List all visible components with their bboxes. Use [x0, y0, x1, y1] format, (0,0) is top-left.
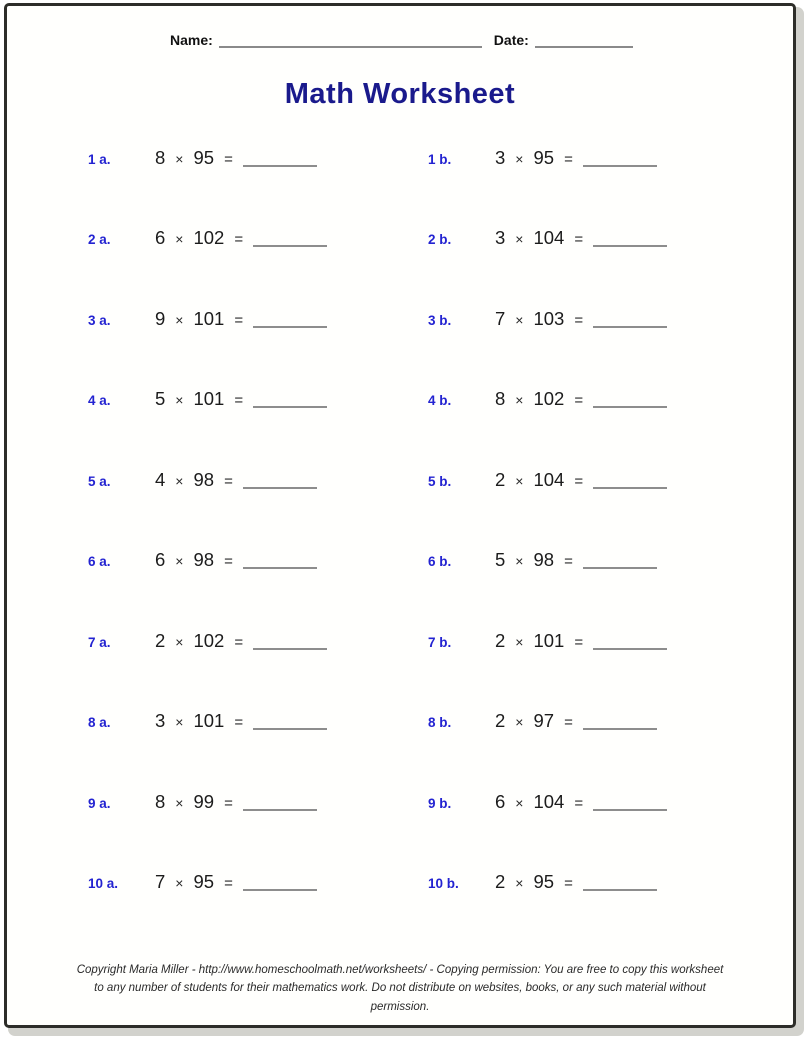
equals-sign: = [224, 794, 233, 812]
factor-2: 101 [193, 388, 225, 410]
multiply-icon: × [175, 553, 184, 570]
factor-2: 98 [193, 468, 215, 490]
answer-blank[interactable] [253, 245, 327, 247]
problem-9a [88, 791, 428, 871]
problem-label: 7 b. [428, 634, 452, 650]
answer-blank[interactable] [243, 567, 317, 569]
factor-1: 9 [155, 307, 166, 329]
multiply-icon: × [175, 151, 184, 167]
problem-label: 6 a. [88, 554, 111, 570]
multiply-icon: × [175, 633, 184, 650]
problem-expression [495, 227, 667, 249]
factor-2: 103 [533, 307, 565, 329]
factor-1: 3 [155, 710, 166, 732]
copyright-footer [7, 961, 793, 1016]
problem-label: 1 a. [88, 152, 111, 167]
multiply-icon: × [515, 553, 524, 570]
answer-blank[interactable] [583, 889, 657, 891]
equals-sign: = [574, 794, 584, 812]
factor-1: 4 [155, 468, 166, 490]
factor-2: 104 [533, 227, 565, 249]
multiply-icon: × [515, 633, 524, 650]
factor-1: 2 [495, 870, 506, 892]
problem-label: 5 b. [428, 473, 452, 489]
equals-sign: = [564, 553, 573, 571]
problems-grid [88, 147, 771, 951]
problem-expression [155, 308, 327, 330]
name-blank-line[interactable] [219, 46, 482, 48]
equals-sign: = [224, 553, 233, 571]
problem-1b [428, 147, 771, 227]
equals-sign: = [224, 874, 233, 892]
equals-sign: = [234, 311, 244, 329]
answer-blank[interactable] [243, 487, 317, 489]
equals-sign: = [574, 231, 584, 249]
problem-3a [88, 308, 428, 388]
problem-expression [495, 147, 657, 169]
answer-blank[interactable] [593, 245, 667, 247]
equals-sign: = [564, 874, 573, 892]
factor-2: 95 [193, 147, 215, 168]
multiply-icon: × [175, 794, 184, 811]
factor-1: 2 [495, 710, 506, 732]
problem-7b [428, 630, 771, 710]
answer-blank[interactable] [253, 406, 327, 408]
problem-7a [88, 630, 428, 710]
problem-expression [495, 549, 657, 571]
problem-label: 3 b. [428, 312, 452, 328]
equals-sign: = [574, 472, 584, 490]
multiply-icon: × [175, 231, 184, 248]
worksheet-page [4, 3, 796, 1028]
problem-9b [428, 791, 771, 871]
multiply-icon: × [515, 231, 524, 248]
problem-label: 10 b. [428, 875, 459, 891]
problem-expression [495, 630, 667, 652]
problem-label: 7 a. [88, 634, 111, 650]
problem-expression [155, 469, 317, 491]
problem-label: 9 a. [88, 795, 111, 811]
factor-1: 7 [155, 870, 166, 892]
problem-5a [88, 469, 428, 549]
problem-label: 8 a. [88, 715, 111, 731]
answer-blank[interactable] [593, 406, 667, 408]
answer-blank[interactable] [253, 648, 327, 650]
problem-6a [88, 549, 428, 629]
factor-1: 2 [495, 468, 506, 490]
problem-expression [155, 871, 317, 893]
factor-1: 2 [155, 629, 166, 651]
equals-sign: = [234, 714, 244, 732]
equals-sign: = [234, 392, 244, 410]
answer-blank[interactable] [243, 165, 317, 167]
page-title: Math Worksheet [284, 78, 516, 110]
problem-5b [428, 469, 771, 549]
factor-1: 6 [495, 790, 506, 812]
multiply-icon: × [175, 874, 184, 891]
factor-1: 8 [495, 388, 506, 410]
problem-4a [88, 388, 428, 468]
problem-label: 6 b. [428, 554, 452, 570]
multiply-icon: × [515, 392, 524, 409]
name-label: Name: [170, 32, 213, 48]
problem-8a [88, 710, 428, 790]
problem-label: 4 b. [428, 393, 452, 409]
problem-expression [495, 710, 657, 732]
multiply-icon: × [515, 874, 524, 891]
name-date-row [170, 32, 633, 48]
equals-sign: = [574, 311, 584, 329]
problem-label: 2 b. [428, 232, 452, 248]
factor-2: 95 [533, 147, 555, 168]
factor-2: 101 [533, 629, 565, 651]
problem-label: 2 a. [88, 232, 111, 248]
equals-sign: = [234, 633, 244, 651]
factor-1: 3 [495, 147, 506, 168]
answer-blank[interactable] [253, 728, 327, 730]
answer-blank[interactable] [593, 648, 667, 650]
factor-2: 104 [533, 468, 565, 490]
equals-sign: = [564, 151, 573, 168]
equals-sign: = [564, 714, 573, 732]
equals-sign: = [224, 472, 233, 490]
factor-2: 95 [193, 870, 215, 892]
multiply-icon: × [175, 714, 184, 731]
problem-expression [155, 227, 327, 249]
problem-label: 3 a. [88, 312, 111, 328]
problem-2b [428, 227, 771, 307]
problem-label: 8 b. [428, 715, 452, 731]
factor-2: 98 [193, 549, 215, 571]
problem-expression [155, 388, 327, 410]
factor-2: 102 [193, 227, 225, 249]
answer-blank[interactable] [583, 165, 657, 167]
date-label: Date: [493, 32, 529, 48]
multiply-icon: × [515, 151, 524, 167]
factor-2: 97 [533, 710, 555, 732]
answer-blank[interactable] [583, 728, 657, 730]
factor-2: 102 [533, 388, 565, 410]
problem-expression [495, 871, 657, 893]
answer-blank[interactable] [593, 326, 667, 328]
factor-2: 101 [193, 307, 225, 329]
problem-label: 4 a. [88, 393, 111, 409]
multiply-icon: × [175, 472, 184, 489]
multiply-icon: × [515, 311, 524, 328]
answer-blank[interactable] [243, 889, 317, 891]
factor-1: 8 [155, 790, 166, 812]
factor-1: 6 [155, 227, 166, 249]
equals-sign: = [224, 151, 233, 168]
factor-2: 99 [193, 790, 215, 812]
problem-label: 10 a. [88, 875, 119, 891]
factor-1: 8 [155, 147, 166, 168]
factor-1: 6 [155, 549, 166, 571]
equals-sign: = [574, 633, 584, 651]
answer-blank[interactable] [593, 809, 667, 811]
problem-3b [428, 308, 771, 388]
factor-2: 104 [533, 790, 565, 812]
problem-2a [88, 227, 428, 307]
factor-1: 2 [495, 629, 506, 651]
answer-blank[interactable] [593, 487, 667, 489]
multiply-icon: × [515, 714, 524, 731]
factor-1: 5 [155, 388, 166, 410]
date-blank-line[interactable] [535, 46, 633, 48]
factor-2: 98 [533, 549, 555, 571]
problem-expression [495, 308, 667, 330]
answer-blank[interactable] [253, 326, 327, 328]
problem-10a [88, 871, 428, 951]
problem-label: 1 b. [428, 152, 452, 167]
multiply-icon: × [175, 392, 184, 409]
problem-expression [155, 549, 317, 571]
problem-6b [428, 549, 771, 629]
problem-1a [88, 147, 428, 227]
multiply-icon: × [175, 311, 184, 328]
problem-expression [495, 791, 667, 813]
problem-expression [155, 630, 327, 652]
problem-label: 9 b. [428, 795, 452, 811]
problem-expression [495, 388, 667, 410]
factor-1: 7 [495, 307, 506, 329]
factor-2: 102 [193, 629, 225, 651]
problem-10b [428, 871, 771, 951]
factor-2: 95 [533, 870, 555, 892]
problem-4b [428, 388, 771, 468]
factor-2: 101 [193, 710, 225, 732]
equals-sign: = [574, 392, 584, 410]
problem-expression [495, 469, 667, 491]
factor-1: 5 [495, 549, 506, 571]
problem-8b [428, 710, 771, 790]
answer-blank[interactable] [583, 567, 657, 569]
answer-blank[interactable] [243, 809, 317, 811]
multiply-icon: × [515, 794, 524, 811]
problem-expression [155, 791, 317, 813]
problem-expression [155, 147, 317, 169]
factor-1: 3 [495, 227, 506, 249]
copyright-text: Copyright Maria Miller - http://www.homeschoolmath.net/worksheets/ - Copying permission: You are free to copy this worksheet to any number of students for their mathematics work. Do not distribute on websites, books, or any such material without permission. [76, 963, 724, 1013]
problem-label: 5 a. [88, 473, 111, 489]
multiply-icon: × [515, 472, 524, 489]
problem-expression [155, 710, 327, 732]
equals-sign: = [234, 231, 244, 249]
